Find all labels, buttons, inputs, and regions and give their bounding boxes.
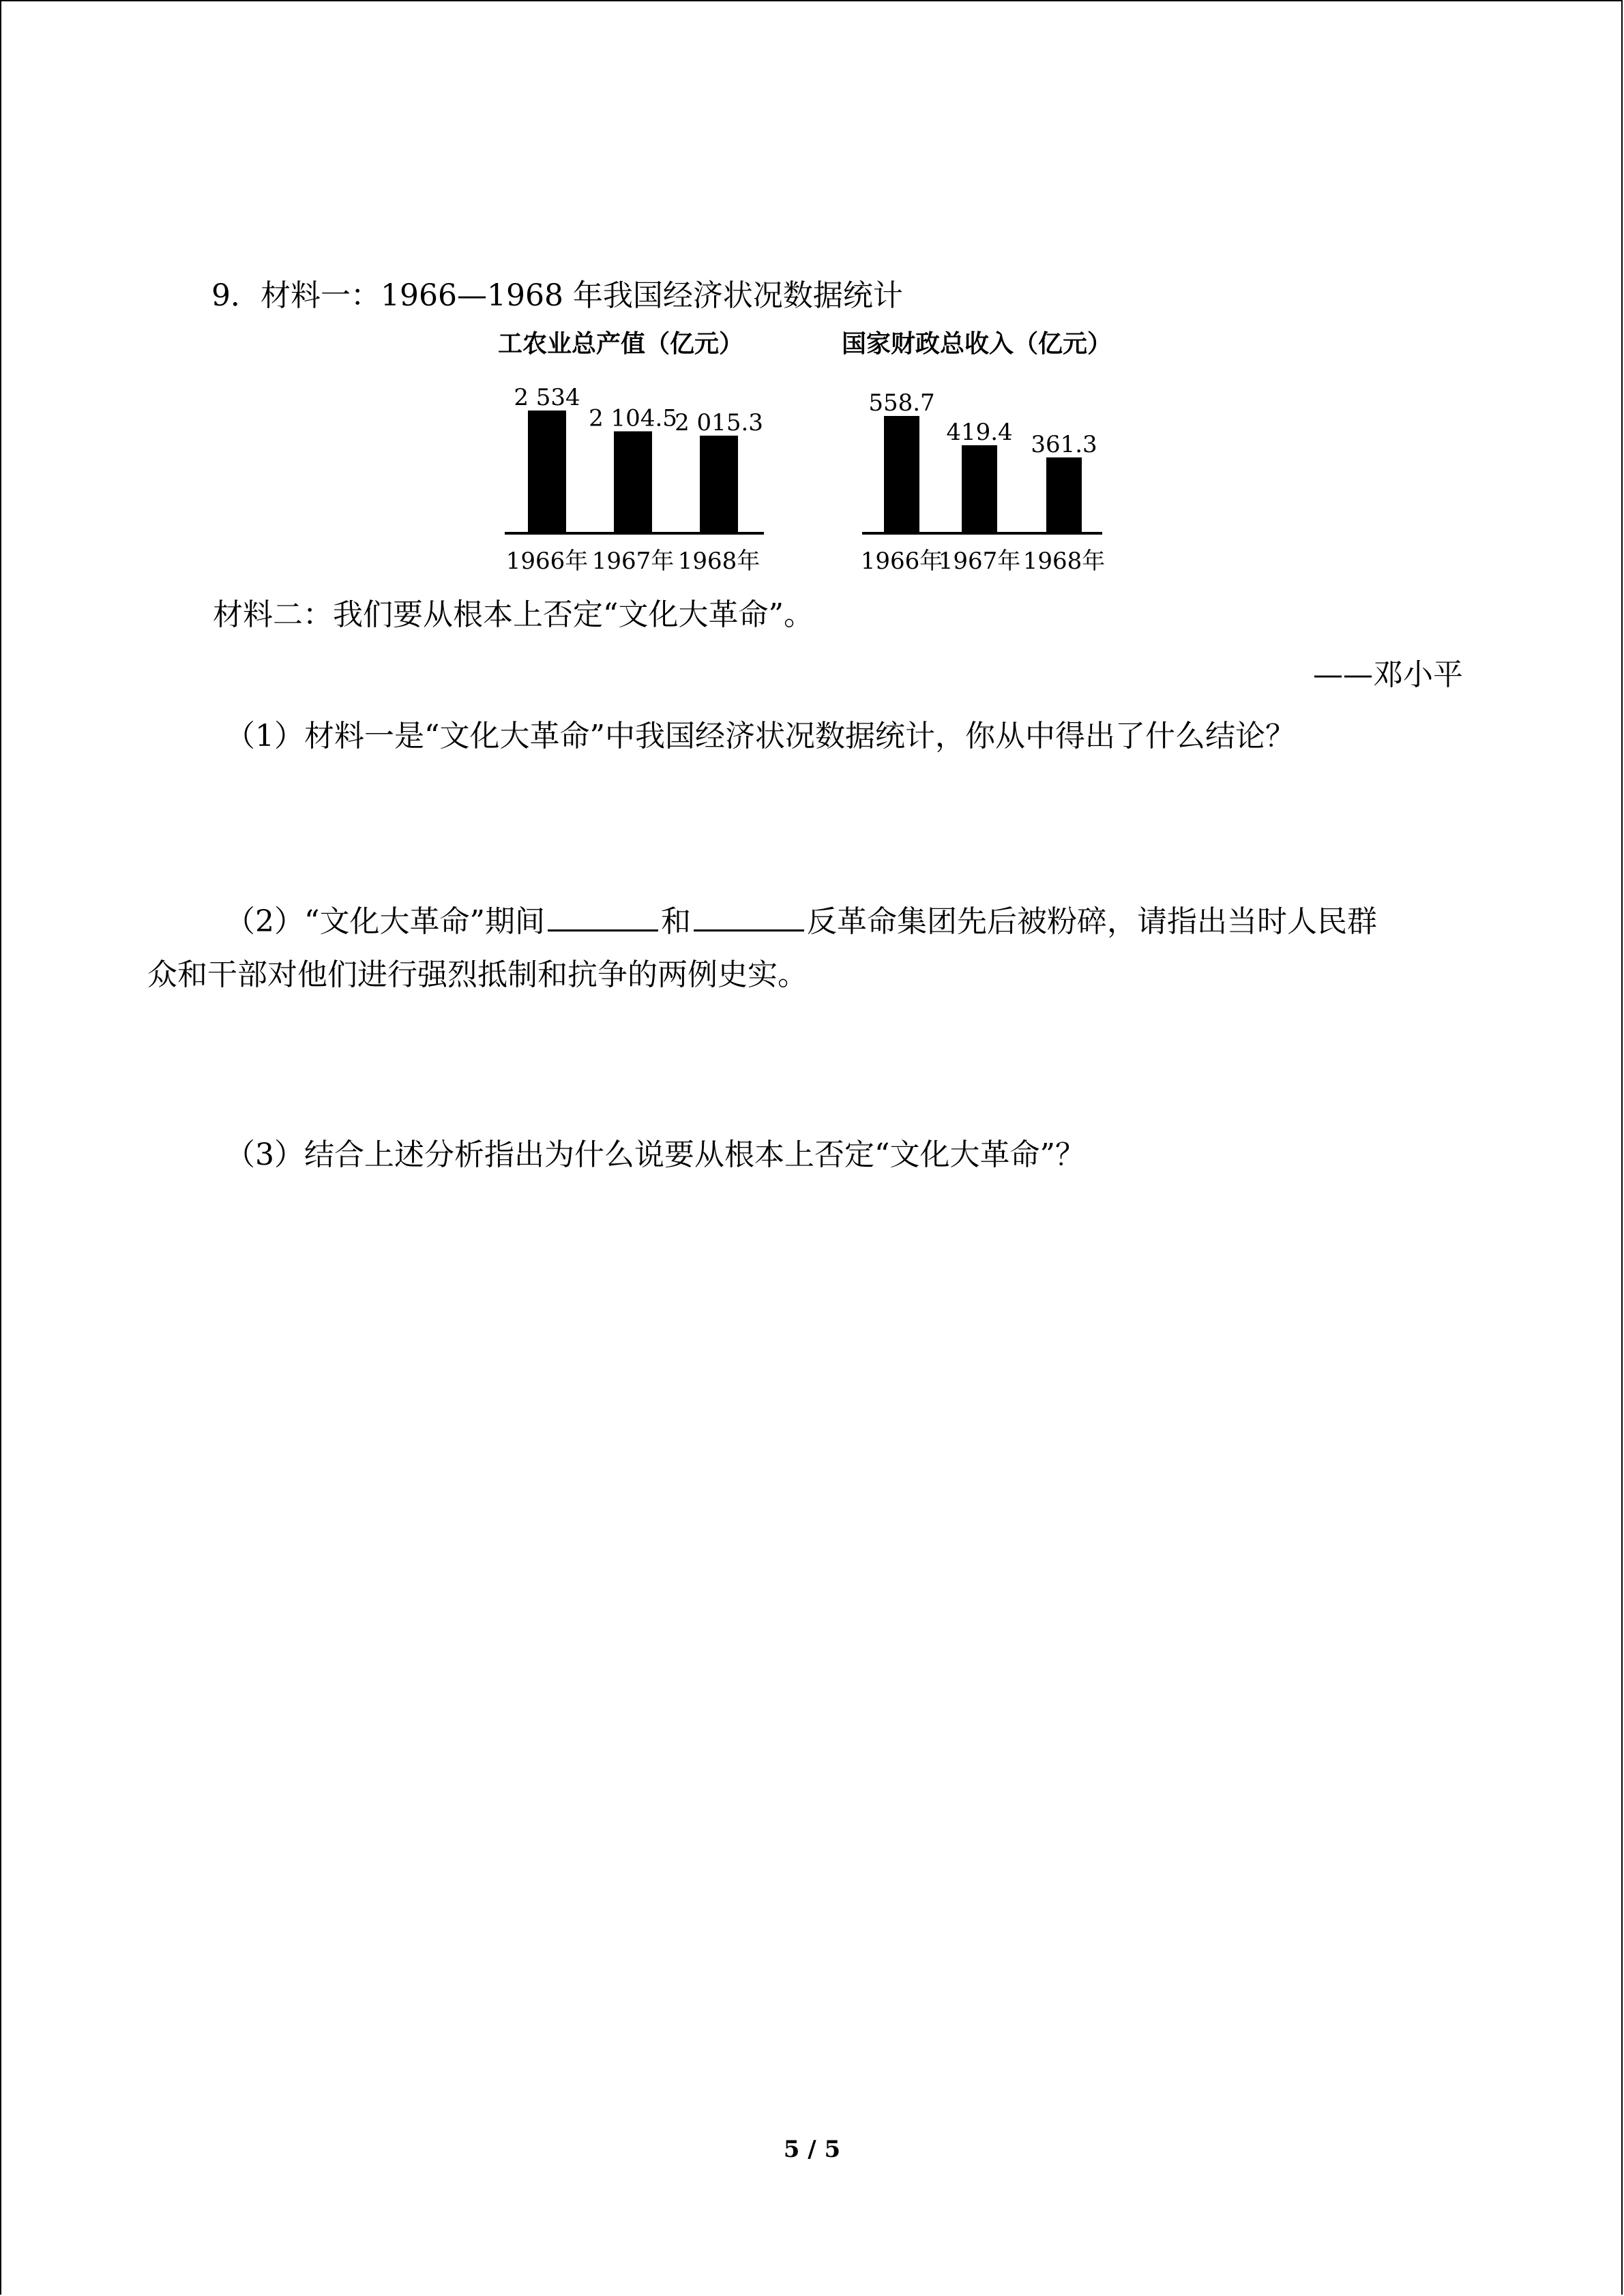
sub-question-2 — [225, 897, 1377, 942]
sub-question-3: （3）结合上述分析指出为什么说要从根本上否定“文化大革命”？ — [225, 1137, 1085, 1172]
chart-title: 国家财政总收入（亿元） — [842, 330, 1112, 358]
x-tick-label: 1967年 — [938, 548, 1021, 575]
chart-title: 工农业总产值（亿元） — [498, 330, 744, 358]
sub-question-2-part-c: 反革命集团先后被粉碎，请指出当时人民群 — [806, 904, 1377, 939]
bar-value-label: 419.4 — [946, 418, 1013, 446]
x-tick-label: 1968年 — [677, 548, 761, 575]
chart-industrial-agricultural-output — [498, 327, 784, 580]
answer-blank-2[interactable] — [694, 897, 804, 931]
bar-1968年 — [1046, 458, 1082, 533]
x-tick-label: 1966年 — [860, 548, 943, 575]
bar-value-label: 2 534 — [514, 384, 580, 411]
sub-question-2-part-b: 和 — [660, 904, 691, 939]
question-9-heading: 9．材料一：1966—1968 年我国经济状况数据统计 — [211, 278, 903, 313]
sub-question-2-continued: 众和干部对他们进行强烈抵制和抗争的两例史实。 — [147, 957, 808, 992]
bar-1966年 — [528, 411, 566, 533]
material-2: 材料二：我们要从根本上否定“文化大革命”。 — [213, 597, 814, 632]
attribution: ——邓小平 — [1313, 657, 1463, 692]
bar-value-label: 558.7 — [868, 389, 935, 417]
bar-value-label: 361.3 — [1031, 430, 1097, 458]
x-tick-label: 1966年 — [505, 548, 589, 575]
bar-1968年 — [700, 436, 738, 533]
chart-national-fiscal-revenue — [839, 327, 1139, 580]
bar-1967年 — [962, 445, 997, 533]
bar-1967年 — [614, 432, 652, 533]
bar-value-label: 2 015.3 — [675, 408, 763, 436]
bar-value-label: 2 104.5 — [589, 404, 677, 432]
answer-blank-1[interactable] — [548, 897, 658, 931]
x-tick-label: 1967年 — [591, 548, 675, 575]
page-number: 5 / 5 — [783, 2136, 841, 2163]
sub-question-2-part-a: （2）“文化大革命”期间 — [225, 904, 545, 939]
x-tick-label: 1968年 — [1022, 548, 1106, 575]
sub-question-1: （1）材料一是“文化大革命”中我国经济状况数据统计，你从中得出了什么结论？ — [225, 719, 1295, 754]
bar-1966年 — [884, 416, 919, 533]
